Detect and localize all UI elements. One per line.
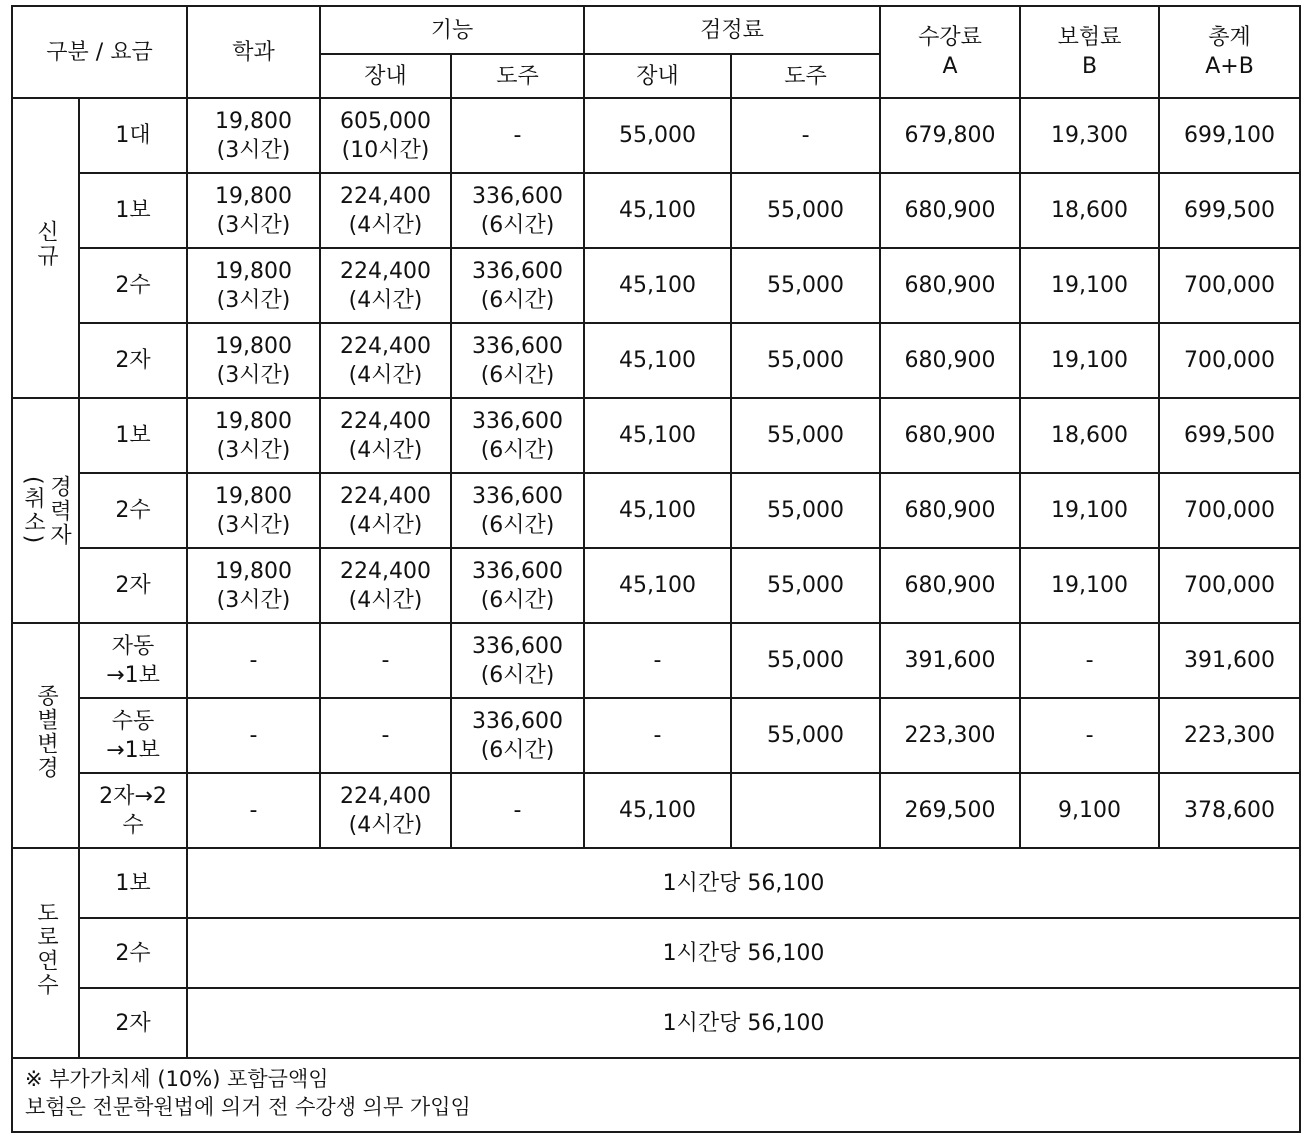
- license-type: [79, 398, 187, 473]
- skill-road-fee: [451, 698, 584, 773]
- license-type: [79, 248, 187, 323]
- total-fee: 700,000: [1159, 548, 1300, 623]
- group-new-label: 신규: [33, 220, 59, 268]
- skill-road-fee: [451, 248, 584, 323]
- skill-road-fee-line: (6시간): [480, 212, 555, 238]
- total-fee: 699,100: [1159, 98, 1300, 173]
- header-insurance: [1020, 6, 1159, 98]
- license-type-line: 1대: [115, 123, 151, 148]
- road-training-fee: 1시간당 56,100: [187, 848, 1300, 918]
- skill-inside-fee-line: 224,400: [340, 558, 431, 584]
- header-insurance-label: 보험료: [1057, 25, 1122, 50]
- skill-inside-fee-line: 224,400: [340, 333, 431, 359]
- group-new: [12, 98, 79, 398]
- total-fee: 391,600: [1159, 623, 1300, 698]
- skill-road-fee-line: 336,600: [472, 183, 564, 209]
- theory-fee: [187, 98, 320, 173]
- theory-fee-line: 19,800: [215, 108, 292, 134]
- exam-inside-fee: 45,100: [584, 398, 731, 473]
- insurance-fee: 19,100: [1020, 248, 1159, 323]
- theory-fee-line: -: [249, 648, 258, 673]
- skill-inside-fee-line: -: [381, 648, 390, 673]
- header-tuition-code: A: [942, 54, 958, 79]
- group-type-change: [12, 623, 79, 848]
- road-training-fee: 1시간당 56,100: [187, 918, 1300, 988]
- license-type: [79, 323, 187, 398]
- skill-inside-fee-line: -: [381, 723, 390, 748]
- insurance-fee: -: [1020, 623, 1159, 698]
- license-type: [79, 773, 187, 848]
- skill-road-fee: [451, 623, 584, 698]
- exam-inside-fee: 45,100: [584, 248, 731, 323]
- exam-road-fee: [731, 773, 880, 848]
- skill-inside-fee: [320, 398, 451, 473]
- exam-road-fee: 55,000: [731, 698, 880, 773]
- table-row: [12, 548, 1300, 623]
- table-row: [12, 173, 1300, 248]
- group-experienced-sub: (취소): [20, 475, 46, 546]
- header-total-code: A+B: [1205, 54, 1254, 79]
- exam-road-fee: -: [731, 98, 880, 173]
- table-row: [12, 988, 1300, 1058]
- skill-inside-fee: [320, 773, 451, 848]
- header-tuition: [880, 6, 1020, 98]
- skill-inside-fee: [320, 323, 451, 398]
- theory-fee-line: 19,800: [215, 483, 292, 509]
- total-fee: 378,600: [1159, 773, 1300, 848]
- license-type: 2자: [79, 988, 187, 1058]
- theory-fee: [187, 623, 320, 698]
- skill-road-fee: [451, 173, 584, 248]
- skill-inside-fee-line: (4시간): [348, 212, 423, 238]
- skill-road-fee-line: (6시간): [480, 512, 555, 538]
- skill-inside-fee: [320, 473, 451, 548]
- skill-road-fee-line: (6시간): [480, 662, 555, 688]
- exam-inside-fee: 45,100: [584, 773, 731, 848]
- exam-road-fee: 55,000: [731, 398, 880, 473]
- group-experienced-label: [13, 475, 78, 547]
- header-skill-inside: 장내: [320, 54, 451, 98]
- skill-road-fee: [451, 398, 584, 473]
- theory-fee: [187, 248, 320, 323]
- exam-inside-fee: 55,000: [584, 98, 731, 173]
- skill-road-fee-line: 336,600: [472, 708, 564, 734]
- group-road-training: [12, 848, 79, 1058]
- skill-inside-fee-line: (4시간): [348, 512, 423, 538]
- theory-fee-line: 19,800: [215, 258, 292, 284]
- theory-fee-line: (3시간): [216, 137, 291, 163]
- license-type-line: 1보: [115, 423, 151, 448]
- skill-inside-fee-line: 224,400: [340, 183, 431, 209]
- tuition-fee: 223,300: [880, 698, 1020, 773]
- insurance-fee: 9,100: [1020, 773, 1159, 848]
- insurance-fee: 19,100: [1020, 473, 1159, 548]
- header-theory: 학과: [187, 6, 320, 98]
- license-type: [79, 173, 187, 248]
- skill-inside-fee-line: (4시간): [348, 287, 423, 313]
- total-fee: 223,300: [1159, 698, 1300, 773]
- group-experienced: [12, 398, 79, 623]
- license-type-line: →1보: [106, 737, 160, 763]
- license-type-line: 1보: [115, 198, 151, 223]
- license-type: 2수: [79, 918, 187, 988]
- theory-fee: [187, 773, 320, 848]
- exam-inside-fee: -: [584, 698, 731, 773]
- header-exam-road: 도주: [731, 54, 880, 98]
- table-row: [12, 248, 1300, 323]
- skill-inside-fee-line: (4시간): [348, 587, 423, 613]
- group-type-change-label: 종별변경: [33, 683, 59, 780]
- exam-road-fee: 55,000: [731, 173, 880, 248]
- table-row: [12, 398, 1300, 473]
- license-type-line: 수동: [111, 708, 155, 734]
- license-type-line: 자동: [111, 633, 155, 659]
- exam-inside-fee: -: [584, 623, 731, 698]
- skill-road-fee: [451, 323, 584, 398]
- tuition-fee: 680,900: [880, 173, 1020, 248]
- table-row: [12, 623, 1300, 698]
- license-type: [79, 548, 187, 623]
- license-type: 1보: [79, 848, 187, 918]
- table-row: [12, 323, 1300, 398]
- header-total-label: 총계: [1208, 25, 1251, 50]
- skill-road-fee-line: 336,600: [472, 258, 564, 284]
- insurance-fee: 19,100: [1020, 323, 1159, 398]
- tuition-fee: 680,900: [880, 473, 1020, 548]
- skill-inside-fee: [320, 98, 451, 173]
- insurance-fee: 19,300: [1020, 98, 1159, 173]
- skill-road-fee-line: (6시간): [480, 362, 555, 388]
- table-row: [12, 698, 1300, 773]
- skill-road-fee-line: 336,600: [472, 633, 564, 659]
- license-type-line: →1보: [106, 662, 160, 688]
- skill-road-fee-line: (6시간): [480, 737, 555, 763]
- note-line: ※ 부가가치세 (10%) 포함금액임: [25, 1067, 329, 1091]
- total-fee: 699,500: [1159, 173, 1300, 248]
- license-type-line: 2자: [115, 573, 151, 598]
- license-type-line: 수: [122, 812, 144, 838]
- exam-inside-fee: 45,100: [584, 473, 731, 548]
- license-type-line: 2수: [115, 498, 151, 523]
- road-training-fee: 1시간당 56,100: [187, 988, 1300, 1058]
- skill-inside-fee: [320, 623, 451, 698]
- theory-fee-line: (3시간): [216, 362, 291, 388]
- tuition-fee: 679,800: [880, 98, 1020, 173]
- group-road-training-label: 도로연수: [33, 901, 59, 997]
- skill-inside-fee-line: 224,400: [340, 483, 431, 509]
- table-row: [12, 98, 1300, 173]
- license-type-line: 2수: [115, 273, 151, 298]
- skill-inside-fee: [320, 173, 451, 248]
- tuition-fee: 391,600: [880, 623, 1020, 698]
- skill-road-fee: [451, 98, 584, 173]
- exam-road-fee: 55,000: [731, 548, 880, 623]
- total-fee: 700,000: [1159, 323, 1300, 398]
- skill-road-fee: [451, 773, 584, 848]
- license-type: [79, 473, 187, 548]
- exam-inside-fee: 45,100: [584, 548, 731, 623]
- license-type: [79, 623, 187, 698]
- skill-inside-fee-line: (4시간): [348, 812, 423, 838]
- table-row: [12, 918, 1300, 988]
- tuition-fee: 680,900: [880, 248, 1020, 323]
- group-experienced-main: 경력자: [46, 474, 72, 547]
- tuition-fee: 680,900: [880, 548, 1020, 623]
- theory-fee: [187, 173, 320, 248]
- fee-table-container: [11, 5, 1301, 1133]
- tuition-fee: 680,900: [880, 398, 1020, 473]
- skill-road-fee-line: (6시간): [480, 287, 555, 313]
- skill-road-fee-line: (6시간): [480, 437, 555, 463]
- skill-road-fee-line: (6시간): [480, 587, 555, 613]
- table-row: [12, 773, 1300, 848]
- exam-road-fee: 55,000: [731, 248, 880, 323]
- theory-fee-line: 19,800: [215, 558, 292, 584]
- exam-inside-fee: 45,100: [584, 323, 731, 398]
- header-exam-inside: 장내: [584, 54, 731, 98]
- header-insurance-code: B: [1082, 54, 1098, 79]
- header-total: [1159, 6, 1300, 98]
- total-fee: 699,500: [1159, 398, 1300, 473]
- header-category: 구분 / 요금: [12, 6, 187, 98]
- insurance-fee: 18,600: [1020, 398, 1159, 473]
- skill-road-fee-line: 336,600: [472, 408, 564, 434]
- theory-fee-line: (3시간): [216, 287, 291, 313]
- theory-fee-line: (3시간): [216, 212, 291, 238]
- skill-inside-fee-line: 224,400: [340, 408, 431, 434]
- insurance-fee: 19,100: [1020, 548, 1159, 623]
- skill-inside-fee: [320, 248, 451, 323]
- exam-road-fee: 55,000: [731, 323, 880, 398]
- fee-table-body: [12, 98, 1300, 1132]
- license-type: [79, 698, 187, 773]
- license-type-line: 2자→2: [99, 783, 167, 809]
- insurance-fee: 18,600: [1020, 173, 1159, 248]
- fee-table: [11, 5, 1301, 1133]
- total-fee: 700,000: [1159, 473, 1300, 548]
- header-skill-road: 도주: [451, 54, 584, 98]
- skill-road-fee: [451, 548, 584, 623]
- notes-row: [12, 1058, 1300, 1132]
- skill-inside-fee-line: (4시간): [348, 362, 423, 388]
- theory-fee: [187, 323, 320, 398]
- theory-fee-line: -: [249, 798, 258, 823]
- tuition-fee: 269,500: [880, 773, 1020, 848]
- insurance-fee: -: [1020, 698, 1159, 773]
- header-skill: 기능: [320, 6, 584, 54]
- theory-fee-line: -: [249, 723, 258, 748]
- theory-fee-line: 19,800: [215, 408, 292, 434]
- skill-inside-fee-line: (4시간): [348, 437, 423, 463]
- theory-fee-line: (3시간): [216, 437, 291, 463]
- skill-inside-fee-line: 224,400: [340, 258, 431, 284]
- skill-inside-fee: [320, 698, 451, 773]
- theory-fee-line: (3시간): [216, 512, 291, 538]
- skill-inside-fee-line: (10시간): [341, 137, 430, 163]
- skill-road-fee-line: -: [513, 798, 522, 823]
- skill-road-fee: [451, 473, 584, 548]
- skill-inside-fee-line: 605,000: [340, 108, 431, 134]
- skill-road-fee-line: -: [513, 123, 522, 148]
- skill-inside-fee-line: 224,400: [340, 783, 431, 809]
- skill-road-fee-line: 336,600: [472, 558, 564, 584]
- skill-road-fee-line: 336,600: [472, 483, 564, 509]
- skill-inside-fee: [320, 548, 451, 623]
- table-row: [12, 848, 1300, 918]
- license-type: [79, 98, 187, 173]
- exam-road-fee: 55,000: [731, 473, 880, 548]
- theory-fee: [187, 698, 320, 773]
- tuition-fee: 680,900: [880, 323, 1020, 398]
- exam-road-fee: 55,000: [731, 623, 880, 698]
- header-exam: 검정료: [584, 6, 880, 54]
- exam-inside-fee: 45,100: [584, 173, 731, 248]
- table-row: [12, 473, 1300, 548]
- header-tuition-label: 수강료: [918, 25, 982, 50]
- skill-road-fee-line: 336,600: [472, 333, 564, 359]
- note-line: 보험은 전문학원법에 의거 전 수강생 의무 가입임: [25, 1095, 471, 1119]
- theory-fee: [187, 473, 320, 548]
- theory-fee-line: (3시간): [216, 587, 291, 613]
- theory-fee-line: 19,800: [215, 333, 292, 359]
- notes: [12, 1058, 1300, 1132]
- total-fee: 700,000: [1159, 248, 1300, 323]
- theory-fee: [187, 398, 320, 473]
- theory-fee-line: 19,800: [215, 183, 292, 209]
- theory-fee: [187, 548, 320, 623]
- license-type-line: 2자: [115, 348, 151, 373]
